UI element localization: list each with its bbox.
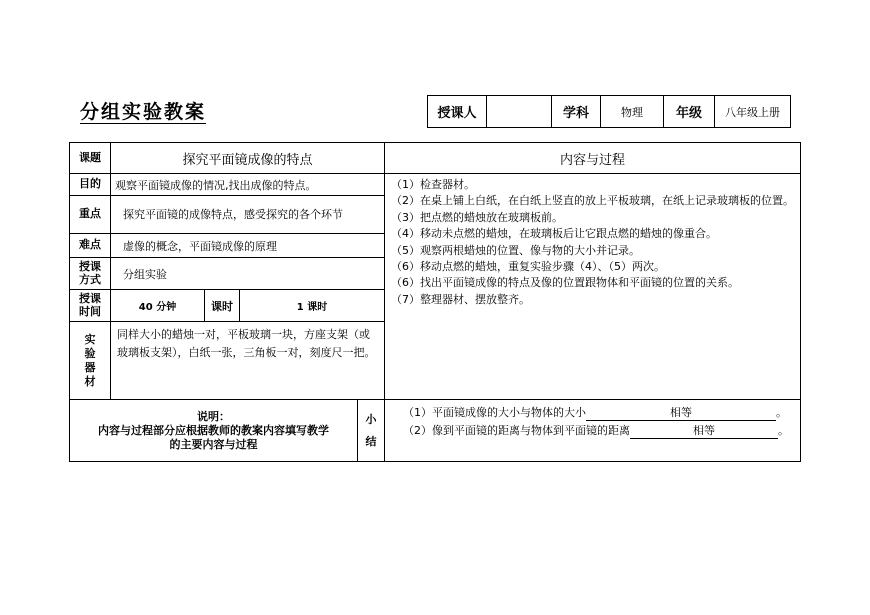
topic-label: 课题 xyxy=(70,143,111,174)
answer-blank-1[interactable]: 相等 xyxy=(586,406,776,421)
note-line: 内容与过程部分应根据教师的教案内容填写教学 xyxy=(98,423,329,437)
periods-value: 1 课时 xyxy=(240,290,385,322)
step-item: （4）移动未点燃的蜡烛，在玻璃板后让它跟点燃的蜡烛的像重合。 xyxy=(391,227,717,241)
document-title: 分组实验教案 xyxy=(80,101,207,123)
method-label: 授课 方式 xyxy=(70,258,111,290)
step-item: （1）检查器材。 xyxy=(391,178,475,191)
answer-blank-2[interactable]: 相等 xyxy=(630,424,778,439)
subject-field[interactable]: 物理 xyxy=(601,96,664,128)
step-item: （6）移动点燃的蜡烛，重复实验步骤（4）、（5）两次。 xyxy=(391,260,665,274)
note-line: 的主要内容与过程 xyxy=(169,437,258,451)
step-item: （2）在桌上铺上白纸，在白纸上竖直的放上平板玻璃，在纸上记录玻璃板的位置。 xyxy=(391,194,794,208)
teacher-field[interactable] xyxy=(487,96,552,128)
grade-field[interactable]: 八年级上册 xyxy=(715,96,791,128)
teacher-label: 授课人 xyxy=(428,96,487,128)
step-item: （7）整理器材、摆放整齐。 xyxy=(391,292,530,306)
content-header: 内容与过程 xyxy=(385,143,801,174)
summary-label: 小 结 xyxy=(358,400,385,462)
step-item: （5）观察两根蜡烛的位置、像与物的大小并记录。 xyxy=(391,243,640,257)
difficulties-label: 难点 xyxy=(70,234,111,258)
goal-label: 目的 xyxy=(70,174,111,196)
method-value: 分组实验 xyxy=(111,258,385,290)
goal-value: 观察平面镜成像的情况,找出成像的特点。 xyxy=(111,174,385,196)
step-item: （6）找出平面镜成像的特点及像的位置跟物体和平面镜的位置的关系。 xyxy=(391,276,739,290)
process-steps xyxy=(385,174,801,400)
step-item: （3）把点燃的蜡烛放在玻璃板前。 xyxy=(391,210,563,224)
time-label: 授课 时间 xyxy=(70,290,111,322)
periods-label: 课时 xyxy=(205,290,240,322)
lesson-plan-table xyxy=(69,142,801,462)
equipment-value: 同样大小的蜡烛一对，平板玻璃一块，方座支架（或玻璃板支架），白纸一张，三角板一对，刻度尺一把。 xyxy=(111,322,385,400)
summary-content xyxy=(385,400,801,462)
subject-label: 学科 xyxy=(552,96,601,128)
key-points-value: 探究平面镜的成像特点，感受探究的各个环节 xyxy=(111,196,385,234)
note-cell xyxy=(70,400,358,462)
difficulties-value: 虚像的概念，平面镜成像的原理 xyxy=(111,234,385,258)
note-title: 说明： xyxy=(197,409,230,423)
key-points-label: 重点 xyxy=(70,196,111,234)
grade-label: 年级 xyxy=(664,96,715,128)
summary-item-1: （1）平面镜成像的大小与物体的大小 相等 。 xyxy=(403,406,787,419)
equipment-label: 实 验 器 材 xyxy=(70,322,111,400)
time-value: 40 分钟 xyxy=(111,290,205,322)
summary-item-2: （2）像到平面镜的距离与物体到平面镜的距离 相等 。 xyxy=(403,424,789,437)
header-info-table xyxy=(427,95,791,128)
topic-value: 探究平面镜成像的特点 xyxy=(111,143,385,174)
